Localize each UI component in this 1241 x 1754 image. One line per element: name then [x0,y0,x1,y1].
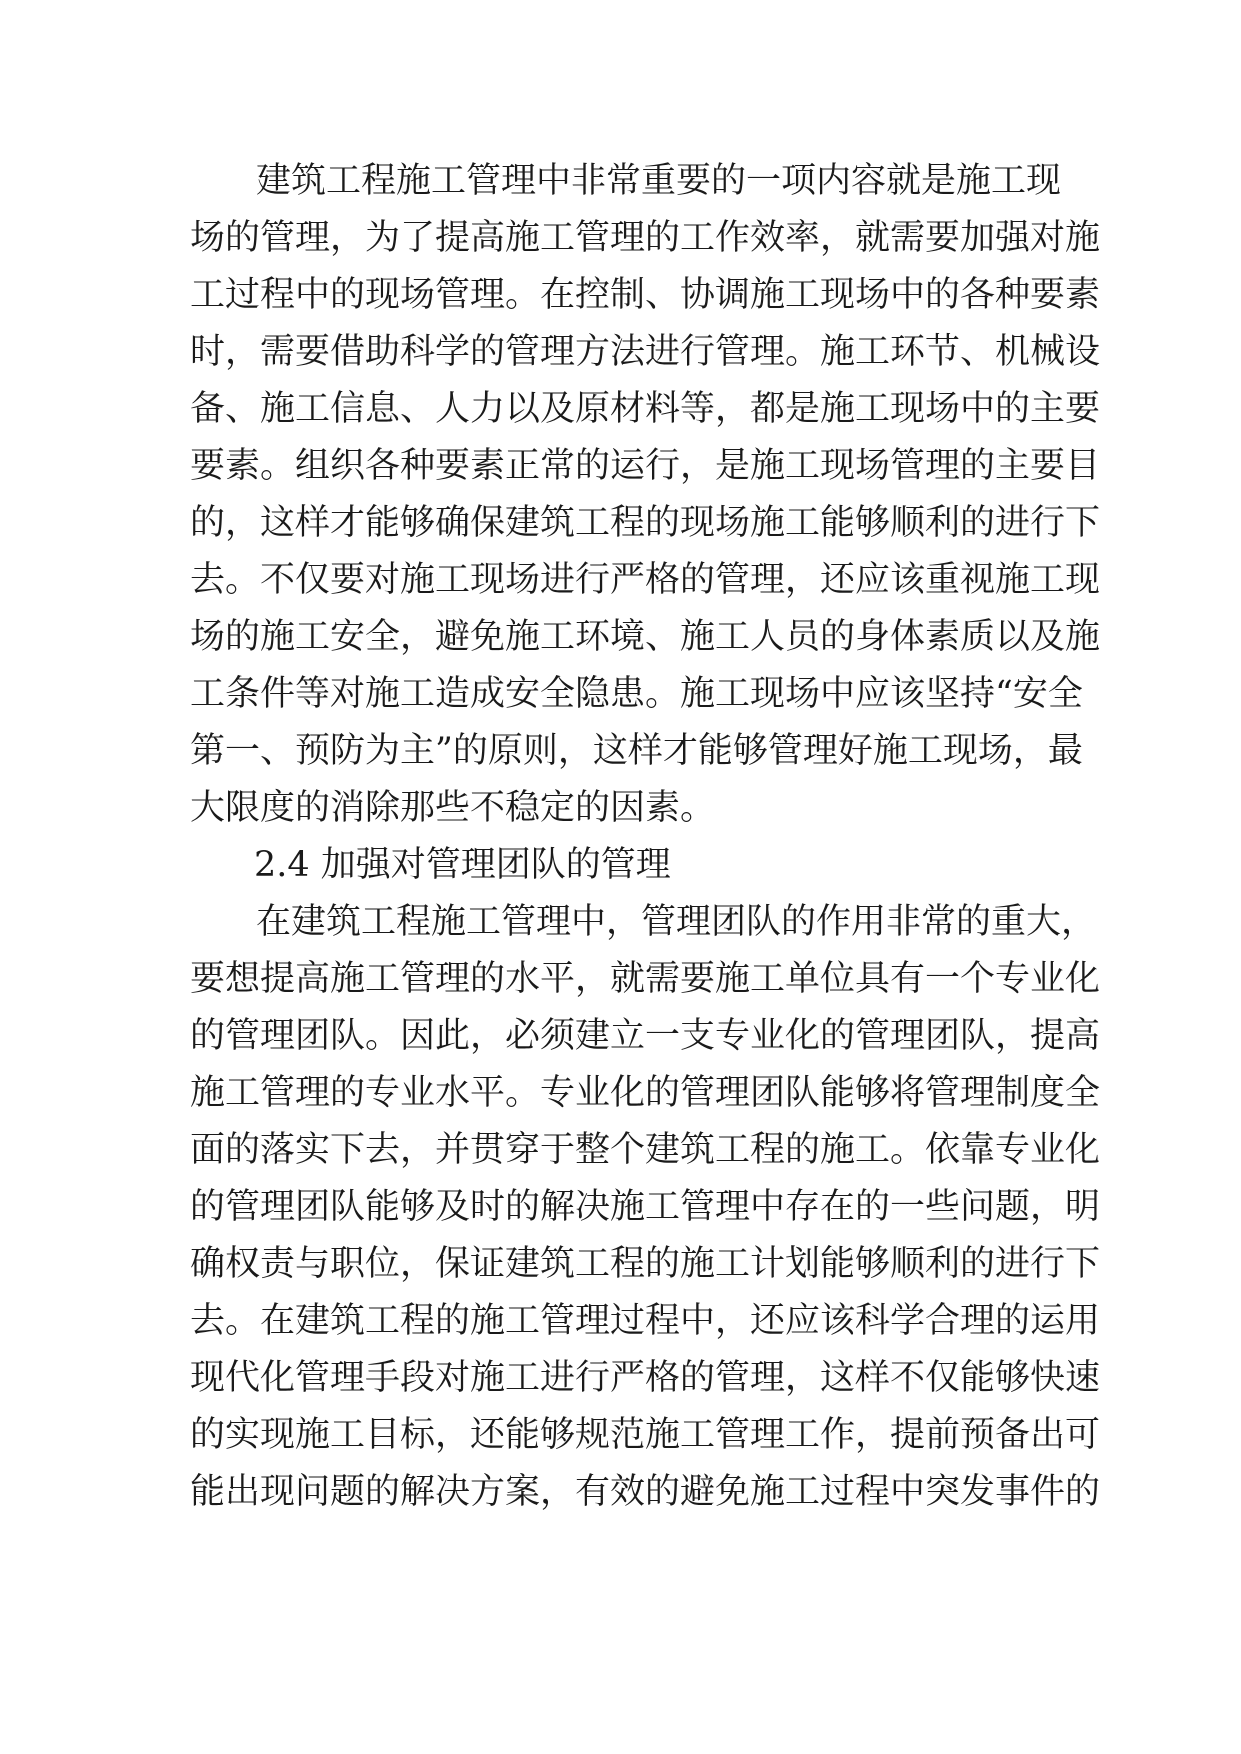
paragraph-2-line: 要想提高施工管理的水平，就需要施工单位具有一个专业化 [190,959,1101,999]
paragraph-1-line: 建筑工程施工管理中非常重要的一项内容就是施工现 [256,161,1062,201]
paragraph-1-line: 工过程中的现场管理。在控制、协调施工现场中的各种要素 [190,275,1101,315]
paragraph-1-line: 要素。组织各种要素正常的运行，是施工现场管理的主要目 [190,446,1101,486]
paragraph-1-line: 的，这样才能够确保建筑工程的现场施工能够顺利的进行下 [190,503,1101,543]
paragraph-1-line: 第一、预防为主”的原则，这样才能够管理好施工现场，最 [190,731,1083,771]
paragraph-1-line: 场的管理，为了提高施工管理的工作效率，就需要加强对施 [190,218,1101,258]
paragraph-2-line: 确权责与职位，保证建筑工程的施工计划能够顺利的进行下 [190,1244,1101,1284]
section-heading: 2.4 加强对管理团队的管理 [254,845,671,885]
paragraph-2-line: 的管理团队能够及时的解决施工管理中存在的一些问题，明 [190,1187,1101,1227]
paragraph-1-line: 去。不仅要对施工现场进行严格的管理，还应该重视施工现 [190,560,1101,600]
paragraph-2-line: 的实现施工目标，还能够规范施工管理工作，提前预备出可 [190,1415,1101,1455]
paragraph-1-line: 时，需要借助科学的管理方法进行管理。施工环节、机械设 [190,332,1101,372]
paragraph-1-line: 备、施工信息、人力以及原材料等，都是施工现场中的主要 [190,389,1101,429]
paragraph-1-line: 大限度的消除那些不稳定的因素。 [190,788,716,828]
paragraph-1-line: 工条件等对施工造成安全隐患。施工现场中应该坚持“安全 [190,674,1083,714]
paragraph-2-line: 现代化管理手段对施工进行严格的管理，这样不仅能够快速 [190,1358,1101,1398]
paragraph-2-line: 能出现问题的解决方案，有效的避免施工过程中突发事件的 [190,1472,1101,1512]
paragraph-2-line: 在建筑工程施工管理中，管理团队的作用非常的重大， [256,902,1097,942]
paragraph-2-line: 施工管理的专业水平。专业化的管理团队能够将管理制度全 [190,1073,1101,1113]
paragraph-2-line: 去。在建筑工程的施工管理过程中，还应该科学合理的运用 [190,1301,1101,1341]
paragraph-1-line: 场的施工安全，避免施工环境、施工人员的身体素质以及施 [190,617,1101,657]
paragraph-2-line: 的管理团队。因此，必须建立一支专业化的管理团队，提高 [190,1016,1101,1056]
paragraph-2-line: 面的落实下去，并贯穿于整个建筑工程的施工。依靠专业化 [190,1130,1101,1170]
